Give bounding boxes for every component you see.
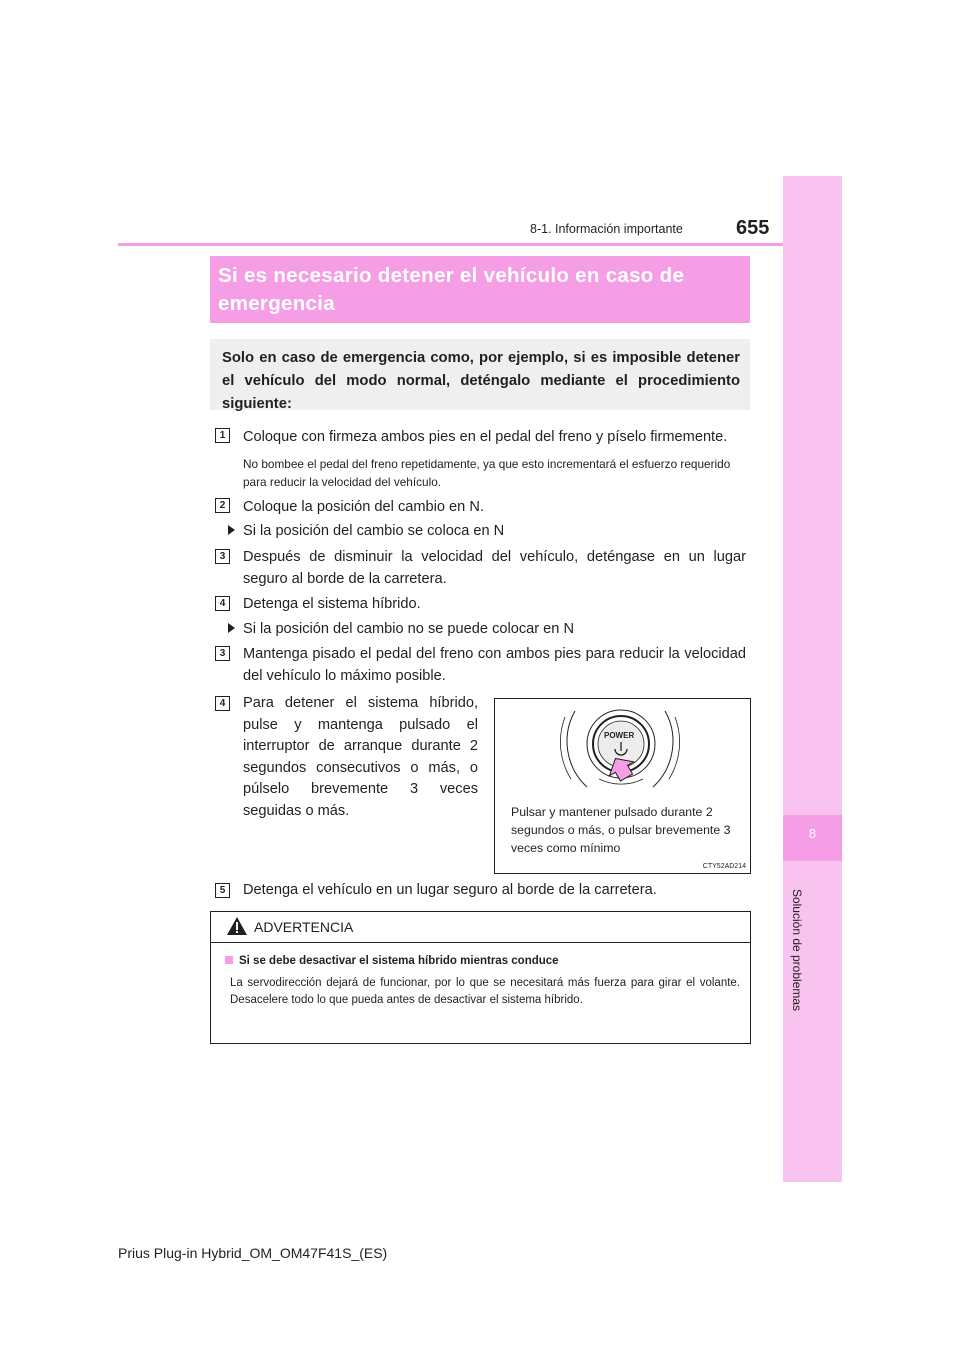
condition-text: Si la posición del cambio se coloca en N [243, 523, 505, 539]
chapter-side-tab [783, 176, 842, 1182]
condition-text: Si la posición del cambio no se puede colocar en N [243, 621, 574, 637]
condition-bullet [228, 618, 748, 640]
step-number: 4 [215, 696, 230, 711]
intro-text: Solo en caso de emergencia como, por ejemplo, si es imposible detener el vehículo del modo normal, deténgalo mediante el procedimiento siguiente: [222, 350, 740, 412]
page-number: 655 [736, 217, 770, 239]
step-note: No bombee el pedal del freno repetidamente, ya que esto incrementará el esfuerzo requerido para reducir la velocidad del vehículo. [243, 457, 731, 489]
intro-box [210, 339, 750, 410]
power-button-illustration [495, 699, 750, 809]
page-title: Si es necesario detener el vehículo en caso de emergencia [218, 264, 685, 315]
header-rule [118, 243, 783, 246]
power-switch-figure [494, 698, 751, 874]
step-text: Coloque con firmeza ambos pies en el pedal del freno y píselo firmemente. [243, 429, 728, 445]
warning-item-text: Si se debe desactivar el sistema híbrido mientras conduce [239, 955, 559, 967]
step-text: Para detener el sistema híbrido, pulse y mantenga pulsado el interruptor de arranque durante 2 segundos consecutivos o más, o púlselo brevemente 3 veces seguidas o más. [243, 695, 478, 819]
chapter-title: Solución de problemas [790, 888, 804, 1012]
figure-code: CTY52AD214 [702, 863, 746, 870]
pink-square-icon [225, 956, 233, 964]
title-banner [210, 256, 750, 323]
warning-title: ADVERTENCIA [254, 919, 354, 935]
power-button-label: POWER [604, 731, 635, 740]
step-number: 1 [215, 428, 230, 443]
step-number: 2 [215, 498, 230, 513]
chapter-number: 8 [808, 826, 817, 841]
step-text: Detenga el sistema híbrido. [243, 596, 421, 612]
warning-body: La servodirección dejará de funcionar, por lo que se necesitará más fuerza para girar el volante. Desacelere todo lo que pueda antes de desactivar el sistema híbrido. [230, 977, 740, 1006]
triangle-bullet-icon [228, 623, 235, 633]
warning-item-title [225, 955, 559, 967]
chapter-title-vertical [787, 880, 807, 1020]
step-text: Después de disminuir la velocidad del vehículo, deténgase en un lugar seguro al borde de la carretera. [243, 549, 746, 587]
triangle-bullet-icon [228, 525, 235, 535]
step-number: 3 [215, 646, 230, 661]
step-number: 4 [215, 596, 230, 611]
step-text: Detenga el vehículo en un lugar seguro al borde de la carretera. [243, 882, 657, 898]
condition-bullet [228, 520, 748, 542]
warning-header [211, 912, 750, 943]
figure-caption: Pulsar y mantener pulsado durante 2 segundos o más, o pulsar brevemente 3 veces como mínimo [511, 805, 731, 855]
step-number: 5 [215, 883, 230, 898]
warning-icon [226, 916, 248, 936]
section-title: 8-1. Información importante [530, 222, 683, 236]
warning-box [210, 911, 751, 1044]
step-number: 3 [215, 549, 230, 564]
step-text: Mantenga pisado el pedal del freno con ambos pies para reducir la velocidad del vehículo lo máximo posible. [243, 646, 746, 684]
footer-model: Prius Plug-in Hybrid_OM_OM47F41S_(ES) [118, 1245, 388, 1261]
step-text: Coloque la posición del cambio en N. [243, 499, 484, 515]
